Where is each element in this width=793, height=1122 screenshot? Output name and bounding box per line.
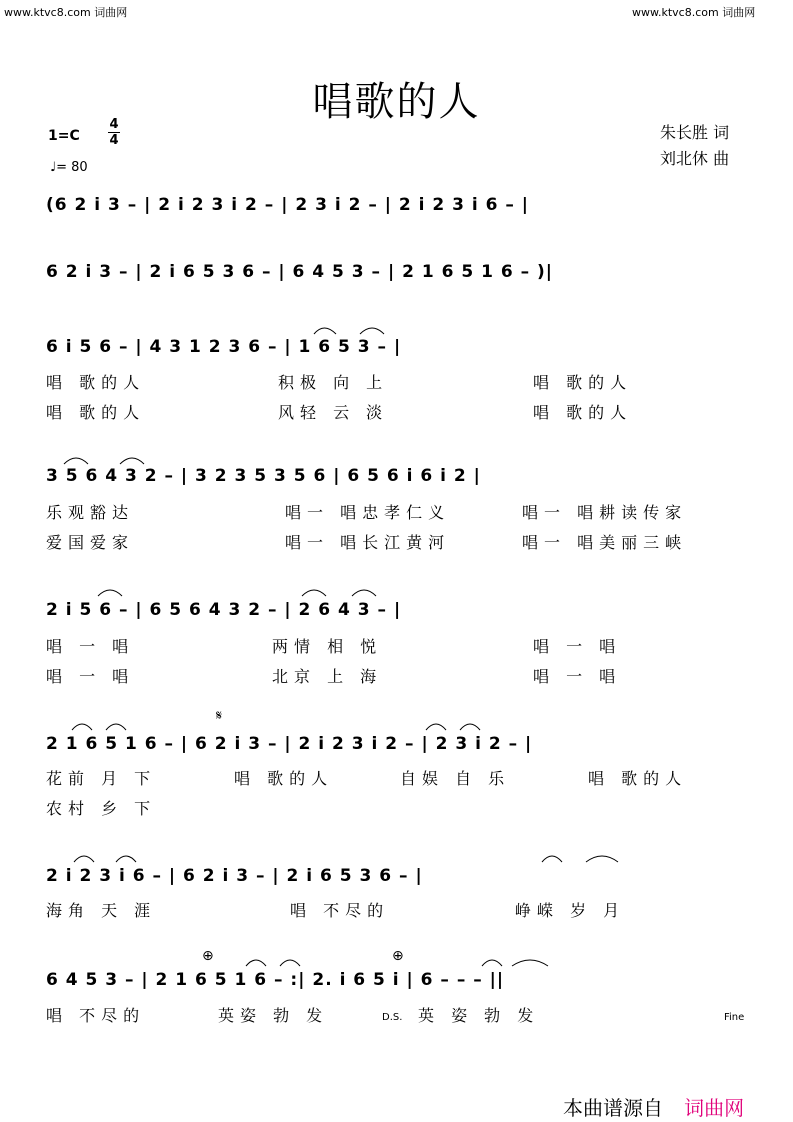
- source-footer: [563, 1092, 744, 1121]
- composer-credit: 刘北休 曲: [660, 149, 730, 168]
- coda-sign-2: ⊕: [392, 948, 404, 964]
- lyric-row-8-v1-a: 唱 不尽的: [46, 1006, 146, 1025]
- slur-mark: [70, 718, 490, 732]
- watermark-right: www.ktvc8.com 词曲网: [632, 6, 756, 19]
- lyric-row-5-v2-a: 唱 一 唱: [46, 667, 135, 686]
- lyric-row-5-v1-c: 唱 一 唱: [533, 637, 622, 656]
- lyric-row-4-v2-b: 唱一 唱长江黄河: [285, 533, 451, 552]
- lyric-row-3-v2-b: 风轻 云 淡: [278, 403, 389, 422]
- lyric-row-4-v1-c: 唱一 唱耕读传家: [522, 503, 688, 522]
- lyricist-credit: 朱长胜 词: [660, 123, 730, 142]
- slur-mark: [72, 850, 712, 864]
- watermark-left: www.ktvc8.com 词曲网: [4, 6, 128, 19]
- segno-sign: 𝄋: [216, 708, 223, 724]
- score-row-4-notes: 3 5 6 4 3 2 – | 3 2 3 5 3 5 6 | 6 5 6 i 6 i 2 |: [46, 466, 481, 486]
- time-signature-top: 4: [109, 117, 119, 132]
- score-row-5-notes: 2 i 5 6 – | 6 5 6 4 3 2 – | 2 6 4 3 – |: [46, 600, 402, 620]
- source-text: 本曲谱源自: [563, 1096, 663, 1120]
- score-row-6-notes: 2 1 6 5 1 6 – | 6 2 i 3 – | 2 i 2 3 i 2 – | 2 3 i 2 – |: [46, 734, 533, 754]
- lyric-row-5-v2-b: 北京 上 海: [272, 667, 383, 686]
- lyric-row-4-v1-a: 乐观豁达: [46, 503, 135, 522]
- lyric-row-3-v1-a: 唱 歌的人: [46, 373, 146, 392]
- score-row-3-notes: 6 i 5 6 – | 4 3 1 2 3 6 – | 1 6 5 3 – |: [46, 337, 402, 357]
- slur-mark: [62, 452, 162, 466]
- slur-mark: [312, 322, 402, 336]
- time-signature: [108, 118, 120, 147]
- page-title: 唱歌的人: [312, 79, 481, 125]
- time-signature-bottom: 4: [109, 133, 119, 148]
- tempo-value: = 80: [56, 160, 88, 175]
- ds-marking: D.S.: [382, 1012, 403, 1023]
- lyric-row-7-v1-c: 峥嵘 岁 月: [515, 901, 626, 920]
- fine-marking: Fine: [724, 1012, 745, 1023]
- lyric-row-5-v2-c: 唱 一 唱: [533, 667, 622, 686]
- lyric-row-8-v1-b: 英姿 勃 发: [218, 1006, 329, 1025]
- key-signature: 1=C: [48, 128, 80, 144]
- lyric-row-3-v2-a: 唱 歌的人: [46, 403, 146, 422]
- source-brand-link[interactable]: 词曲网: [684, 1096, 745, 1120]
- lyric-row-4-v2-a: 爱国爱家: [46, 533, 135, 552]
- tempo-marking: [50, 160, 88, 175]
- lyric-row-4-v1-b: 唱一 唱忠孝仁义: [285, 503, 451, 522]
- lyric-row-3-v2-c: 唱 歌的人: [533, 403, 633, 422]
- score-row-8-notes: 6 4 5 3 – | 2 1 6 5 1 6 – :| 2. i 6 5 i | 6 – – – ||: [46, 970, 505, 990]
- quarter-note-icon: ♩: [50, 160, 57, 175]
- coda-sign: ⊕: [202, 948, 214, 964]
- lyric-row-6-v1-a: 花前 月 下: [46, 769, 157, 788]
- lyric-row-6-v1-b: 唱 歌的人: [234, 769, 334, 788]
- lyric-row-5-v1-b: 两情 相 悦: [272, 637, 383, 656]
- lyric-row-3-v1-c: 唱 歌的人: [533, 373, 633, 392]
- lyric-row-7-v1-a: 海角 天 涯: [46, 901, 157, 920]
- lyric-row-4-v2-c: 唱一 唱美丽三峡: [522, 533, 688, 552]
- lyric-row-6-v2-a: 农村 乡 下: [46, 799, 157, 818]
- score-row-1-notes: (6 2 i 3 – | 2 i 2 3 i 2 – | 2 3 i 2 – | 2 i 2 3 i 6 – |: [46, 195, 529, 215]
- lyric-row-8-v1-c: 英 姿 勃 发: [418, 1006, 540, 1025]
- lyric-row-6-v1-d: 唱 歌的人: [588, 769, 688, 788]
- lyric-row-7-v1-b: 唱 不尽的: [290, 901, 390, 920]
- lyric-row-3-v1-b: 积极 向 上: [278, 373, 389, 392]
- slur-mark: [244, 954, 564, 968]
- score-row-2-notes: 6 2 i 3 – | 2 i 6 5 3 6 – | 6 4 5 3 – | 2 1 6 5 1 6 – )|: [46, 262, 553, 282]
- slur-mark: [96, 584, 396, 598]
- score-row-7-notes: 2 i 2 3 i 6 – | 6 2 i 3 – | 2 i 6 5 3 6 – |: [46, 866, 423, 886]
- lyric-row-6-v1-c: 自娱 自 乐: [400, 769, 511, 788]
- lyric-row-5-v1-a: 唱 一 唱: [46, 637, 135, 656]
